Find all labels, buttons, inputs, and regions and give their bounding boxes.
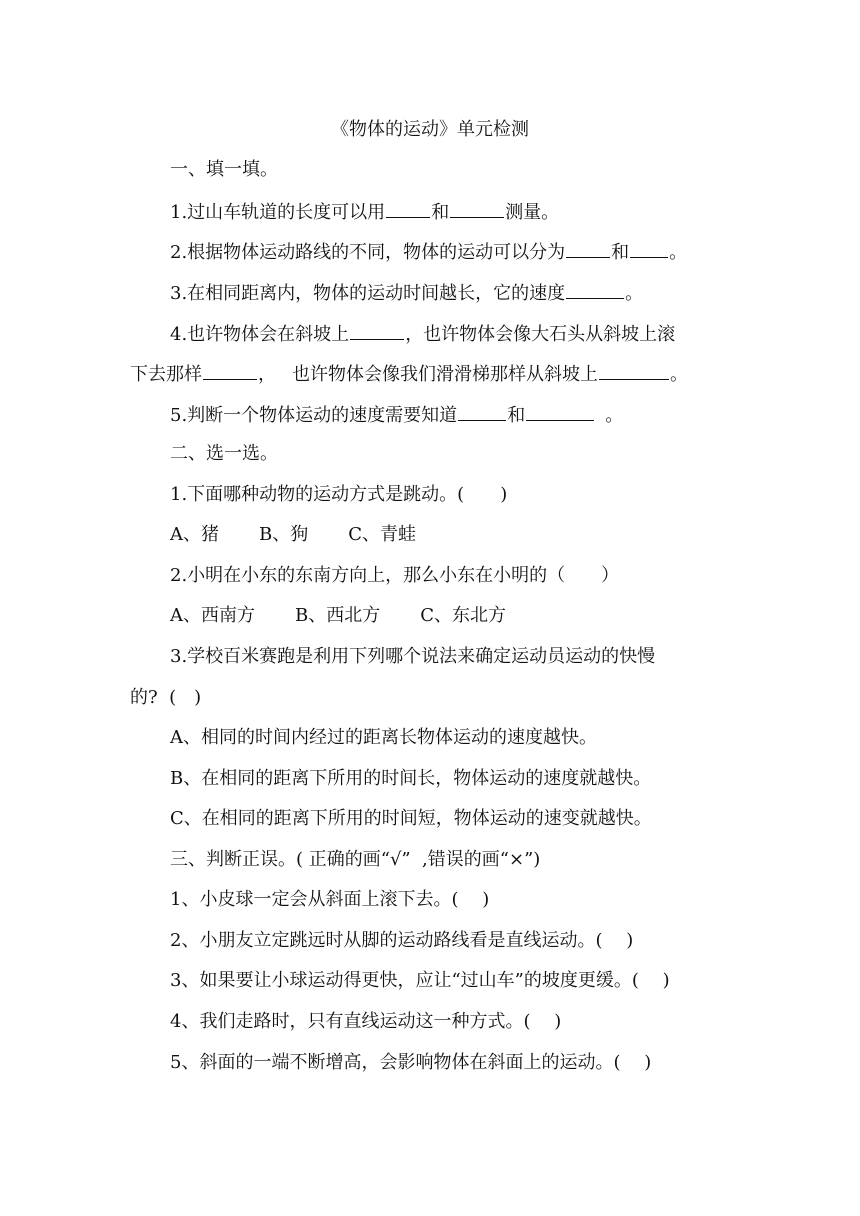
fill-q3-text-a: 3.在相同距离内，物体的运动时间越长，它的速度 — [170, 283, 566, 304]
fill-q4-text-f: 。 — [670, 364, 688, 385]
fill-q4-text-e: 也许物体会像我们滑滑梯那样从斜坡上 — [292, 364, 598, 385]
choice-question-3-line-2: 的? ( ) — [130, 687, 202, 708]
answer-blank[interactable] — [526, 400, 594, 421]
fill-q4-text-d: ， — [258, 364, 276, 385]
fill-q4-text-c: 下去那样 — [130, 364, 202, 385]
fill-q3-text-b: 。 — [625, 283, 644, 304]
fill-question-1 — [170, 197, 559, 227]
judge-question-4: 4、我们走路时，只有直线运动这一种方式。( ) — [170, 1011, 562, 1032]
judge-question-3: 3、如果要让小球运动得更快，应让“过山车”的坡度更缓。( ) — [170, 970, 670, 991]
fill-question-4-line-1 — [170, 319, 675, 349]
fill-question-5 — [170, 400, 623, 430]
fill-q2-text-a: 2.根据物体运动路线的不同，物体的运动可以分为 — [170, 242, 566, 263]
option-b[interactable]: B、西北方 — [295, 605, 381, 626]
fill-q2-text-c: 。 — [669, 242, 688, 263]
answer-blank[interactable] — [566, 278, 624, 299]
fill-q1-text-b: 和 — [431, 202, 450, 223]
answer-blank[interactable] — [450, 197, 504, 218]
section-3-heading: 三、判断正误。( 正确的画“√” ,错误的画“×”) — [170, 849, 541, 870]
choice-q3-option-c[interactable]: C、在相同的距离下所用的时间短，物体运动的速变就越快。 — [170, 808, 652, 829]
option-c[interactable]: C、青蛙 — [348, 524, 417, 545]
choice-q2-options — [170, 602, 506, 630]
answer-blank[interactable] — [458, 400, 506, 421]
option-b[interactable]: B、狗 — [259, 524, 309, 545]
fill-q5-text-c: 。 — [605, 405, 624, 426]
page-title: 《物体的运动》单元检测 — [331, 119, 529, 140]
choice-question-3-line-1: 3.学校百米赛跑是利用下列哪个说法来确定运动员运动的快慢 — [170, 646, 656, 667]
choice-question-2: 2.小明在小东的东南方向上，那么小东在小明的（ ） — [170, 565, 620, 586]
judge-question-2: 2、小朋友立定跳远时从脚的运动路线看是直线运动。( ) — [170, 930, 634, 951]
answer-blank[interactable] — [566, 237, 610, 258]
fill-q4-text-a: 4.也许物体会在斜坡上 — [170, 324, 350, 345]
section-2-heading: 二、选一选。 — [170, 443, 278, 464]
fill-question-2 — [170, 237, 687, 267]
fill-q5-text-b: 和 — [507, 405, 526, 426]
fill-q1-text-c: 测量。 — [505, 202, 560, 223]
section-1-heading: 一、填一填。 — [170, 159, 278, 180]
choice-q1-options — [170, 521, 416, 549]
fill-q4-text-b: ，也许物体会像大石头从斜坡上滚 — [405, 324, 676, 345]
fill-question-3 — [170, 278, 643, 308]
answer-blank[interactable] — [599, 359, 669, 380]
answer-blank[interactable] — [386, 197, 430, 218]
choice-question-1: 1.下面哪种动物的运动方式是跳动。( ) — [170, 484, 508, 505]
choice-q3-option-b[interactable]: B、在相同的距离下所用的时间长，物体运动的速度就越快。 — [170, 768, 652, 789]
option-a[interactable]: A、猪 — [170, 524, 219, 545]
fill-q2-text-b: 和 — [611, 242, 630, 263]
fill-q1-text-a: 1.过山车轨道的长度可以用 — [170, 202, 386, 223]
judge-question-1: 1、小皮球一定会从斜面上滚下去。( ) — [170, 889, 490, 910]
answer-blank[interactable] — [350, 319, 404, 340]
answer-blank[interactable] — [630, 237, 668, 258]
fill-q5-text-a: 5.判断一个物体运动的速度需要知道 — [170, 405, 458, 426]
fill-question-4-line-2 — [130, 359, 688, 389]
option-c[interactable]: C、东北方 — [420, 605, 507, 626]
judge-question-5: 5、斜面的一端不断增高，会影响物体在斜面上的运动。( ) — [170, 1052, 652, 1073]
answer-blank[interactable] — [203, 359, 257, 380]
option-a[interactable]: A、西南方 — [170, 605, 255, 626]
choice-q3-option-a[interactable]: A、相同的时间内经过的距离长物体运动的速度越快。 — [170, 727, 597, 748]
